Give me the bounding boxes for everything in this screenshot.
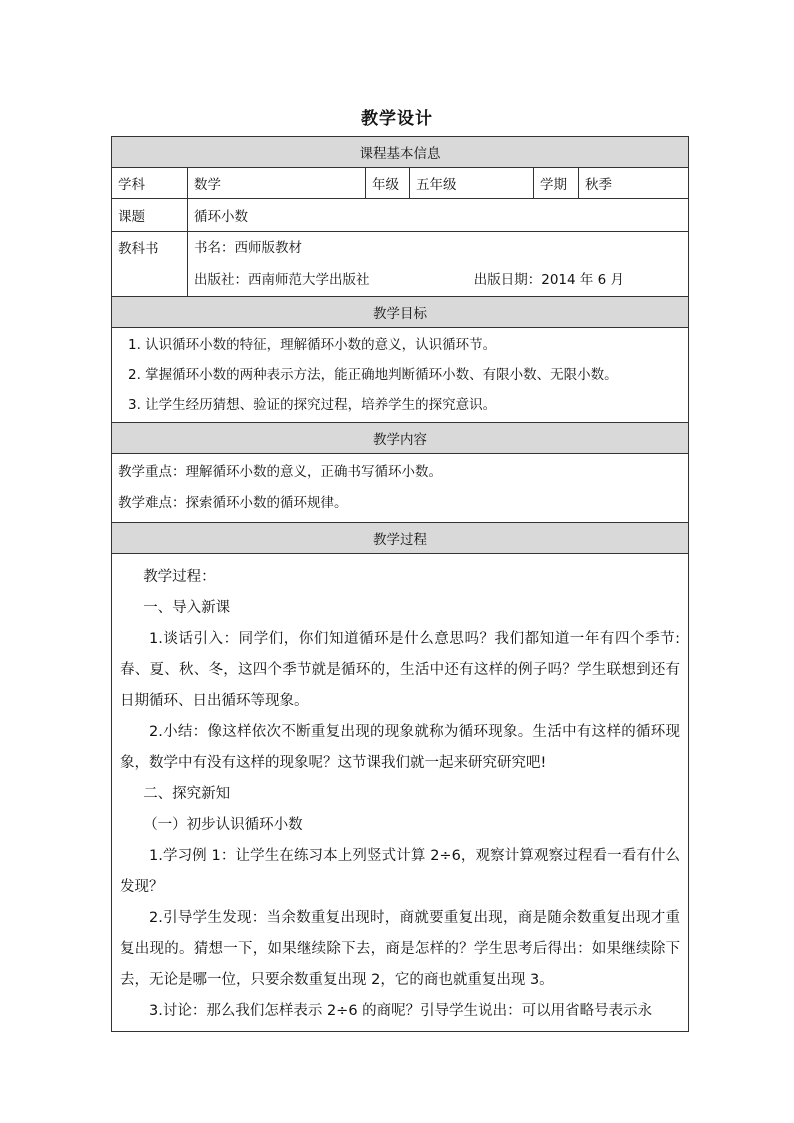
lesson-plan-table [111, 136, 689, 1032]
textbook-info [188, 232, 689, 297]
process-paragraph: 一、导入新课 [143, 600, 231, 616]
goal-item: 3. 让学生经历猜想、验证的探究过程，培养学生的探究意识。 [128, 397, 497, 413]
section-title-basic: 课程基本信息 [112, 137, 689, 168]
key-point: 教学重点：理解循环小数的意义，正确书写循环小数。 [118, 464, 442, 480]
content-list [112, 454, 689, 523]
process-paragraph: （一）初步认识循环小数 [143, 817, 303, 833]
process-paragraph: 1.学习例 1：让学生在练习本上列竖式计算 2÷6，观察计算观察过程看一看有什么发现？ [120, 848, 681, 895]
section-header-process [112, 523, 689, 554]
subject-value: 数学 [188, 168, 366, 199]
publish-date: 出版日期：2014 年 6 月 [473, 272, 625, 288]
section-title-goals: 教学目标 [112, 297, 689, 328]
section-header-basic [112, 137, 689, 168]
publisher-line [194, 264, 682, 296]
process-body [112, 554, 689, 1032]
book-name: 书名：西师版教材 [194, 240, 302, 256]
section-header-content [112, 423, 689, 454]
process-paragraph: 二、探究新知 [143, 786, 231, 802]
grade-value: 五年级 [410, 168, 534, 199]
process-paragraph: 2.小结：像这样依次不断重复出现的现象就称为循环现象。生活中有这样的循环现象，数学中有没有这样的现象呢？这节课我们就一起来研究研究吧! [120, 724, 681, 771]
topic-label: 课题 [112, 199, 188, 232]
difficult-point: 教学难点：探索循环小数的循环规律。 [118, 495, 348, 511]
goals-list [112, 328, 689, 423]
section-title-content: 教学内容 [112, 423, 689, 454]
publisher: 出版社：西南师范大学出版社 [194, 272, 370, 288]
section-header-goals [112, 297, 689, 328]
goal-item: 1. 认识循环小数的特征，理解循环小数的意义，认识循环节。 [128, 337, 497, 353]
topic-value: 循环小数 [188, 199, 689, 232]
textbook-label: 教科书 [112, 232, 188, 297]
textbook-row [112, 232, 689, 297]
process-paragraph: 3.讨论：那么我们怎样表示 2÷6 的商呢？引导学生说出：可以用省略号表示永 [149, 1003, 653, 1019]
term-value: 秋季 [579, 168, 689, 199]
page-title: 教学设计 [361, 109, 433, 129]
info-row [112, 168, 689, 199]
process-row [112, 554, 689, 1032]
process-paragraph: 1.谈话引入：同学们，你们知道循环是什么意思吗？我们都知道一年有四个季节:春、夏、秋、冬，这四个季节就是循环的，生活中还有这样的例子吗？学生联想到还有日期循环、日出循环等现象。 [120, 631, 681, 709]
process-paragraph: 2.引导学生发现：当余数重复出现时，商就要重复出现，商是随余数重复出现才重复出现的。猜想一下，如果继续除下去，商是怎样的？学生思考后得出：如果继续除下去，无论是哪一位，只要余数重复出现 2，它的商也就重复出现 3。 [120, 910, 681, 988]
goal-item: 2. 掌握循环小数的两种表示方法，能正确地判断循环小数、有限小数、无限小数。 [128, 367, 618, 383]
term-label: 学期 [534, 168, 579, 199]
grade-label: 年级 [366, 168, 410, 199]
process-paragraph: 教学过程： [143, 569, 216, 585]
section-title-process: 教学过程 [112, 523, 689, 554]
goals-row [112, 328, 689, 423]
topic-row [112, 199, 689, 232]
content-row [112, 454, 689, 523]
subject-label: 学科 [112, 168, 188, 199]
